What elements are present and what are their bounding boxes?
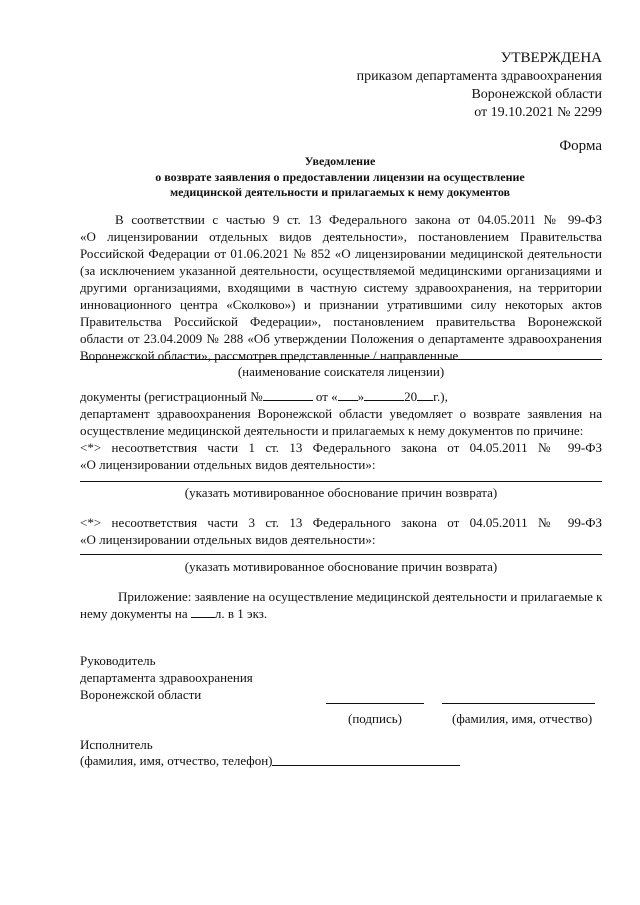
documents-year-prefix: 20 — [404, 389, 418, 404]
documents-reg-label: документы (регистрационный № — [80, 389, 263, 404]
reason-1-caption: (указать мотивированное обоснование причин возврата) — [184, 485, 498, 500]
approval-line-1: приказом департамента здравоохранения — [356, 69, 602, 84]
documents-year-suffix: г.), — [433, 389, 448, 404]
intro-line-7: Правительства Российской Федерации», постановлением правительства Воронежской — [80, 314, 602, 329]
documents-line-2: департамент здравоохранения Воронежской области уведомляет о возврате заявления на — [80, 406, 602, 421]
document-title-line-3: медицинской деятельности и прилагаемых к нему документов — [169, 185, 511, 199]
documents-line-3: осуществление медицинской деятельности и прилагаемых к нему документов по причине: — [80, 423, 584, 438]
documents-line-1 — [80, 389, 448, 405]
document-title: Уведомление — [304, 154, 376, 168]
documents-quote-close: » — [357, 389, 365, 404]
head-title-line-3: Воронежской области — [80, 687, 202, 702]
year-field[interactable] — [417, 389, 433, 401]
reason-1-field[interactable] — [80, 481, 602, 482]
intro-line-3: Российской Федерации от 01.06.2021 № 852 «О лицензировании медицинской деятельности — [80, 246, 602, 261]
intro-line-8: области от 23.04.2009 № 288 «Об утверждении Положения о департаменте здравоохранения — [80, 331, 602, 346]
intro-line-1: В соответствии с частью 9 ст. 13 Федерального закона от 04.05.2011 № 99-ФЗ — [115, 212, 602, 227]
applicant-name-field[interactable] — [80, 359, 602, 360]
appendix-line-2 — [80, 606, 267, 622]
reason-2-line-2: «О лицензировании отдельных видов деятельности»: — [80, 532, 376, 547]
registration-number-field[interactable] — [263, 389, 313, 401]
signature-field[interactable] — [326, 703, 424, 704]
intro-line-5: другими организациями, входящими в частную систему здравоохранения, на территории — [80, 280, 602, 295]
reason-1-line-2: «О лицензировании отдельных видов деятельности»: — [80, 457, 376, 472]
reason-2-field[interactable] — [80, 554, 602, 555]
executor-field[interactable] — [272, 765, 460, 766]
day-field[interactable] — [338, 389, 358, 401]
documents-date-label: от « — [315, 389, 338, 404]
approval-line-2: Воронежской области — [471, 87, 602, 102]
applicant-caption: (наименование соискателя лицензии) — [237, 364, 445, 379]
reason-2-caption: (указать мотивированное обоснование причин возврата) — [184, 559, 498, 574]
intro-line-6: инновационного центра «Сколково») и признании утратившими силу некоторых актов — [80, 297, 602, 312]
pages-count-field[interactable] — [191, 606, 215, 618]
signature-caption: (подпись) — [348, 711, 402, 726]
head-name-field[interactable] — [442, 703, 595, 704]
intro-line-2: «О лицензировании отдельных видов деятельности», постановлением Правительства — [80, 229, 602, 244]
month-field[interactable] — [364, 389, 404, 401]
appendix-pages-suffix: л. в 1 экз. — [214, 606, 268, 621]
name-caption: (фамилия, имя, отчество) — [452, 711, 593, 726]
approval-heading: УТВЕРЖДЕНА — [500, 50, 602, 66]
head-title-line-2: департамента здравоохранения — [80, 670, 253, 685]
approval-line-3: от 19.10.2021 № 2299 — [474, 105, 602, 120]
appendix-label: нему документы на — [80, 606, 188, 621]
reason-2-line-1: <*> несоответствия части 3 ст. 13 Федерального закона от 04.05.2011 № 99-ФЗ — [80, 515, 602, 530]
document-title-line-2: о возврате заявления о предоставлении лицензии на осуществление — [155, 170, 525, 184]
head-title-line-1: Руководитель — [80, 653, 156, 668]
executor-caption: (фамилия, имя, отчество, телефон) — [80, 753, 273, 768]
appendix-line-1: Приложение: заявление на осуществление медицинской деятельности и прилагаемые к — [118, 589, 603, 604]
executor-label: Исполнитель — [80, 737, 153, 752]
intro-line-4: (за исключением указанной деятельности, осуществляемой медицинскими организациями и — [80, 263, 602, 278]
reason-1-line-1: <*> несоответствия части 1 ст. 13 Федерального закона от 04.05.2011 № 99-ФЗ — [80, 440, 602, 455]
form-label: Форма — [559, 138, 602, 154]
intro-line-9: Воронежской области», рассмотрев представленные / направленные — [80, 348, 459, 363]
